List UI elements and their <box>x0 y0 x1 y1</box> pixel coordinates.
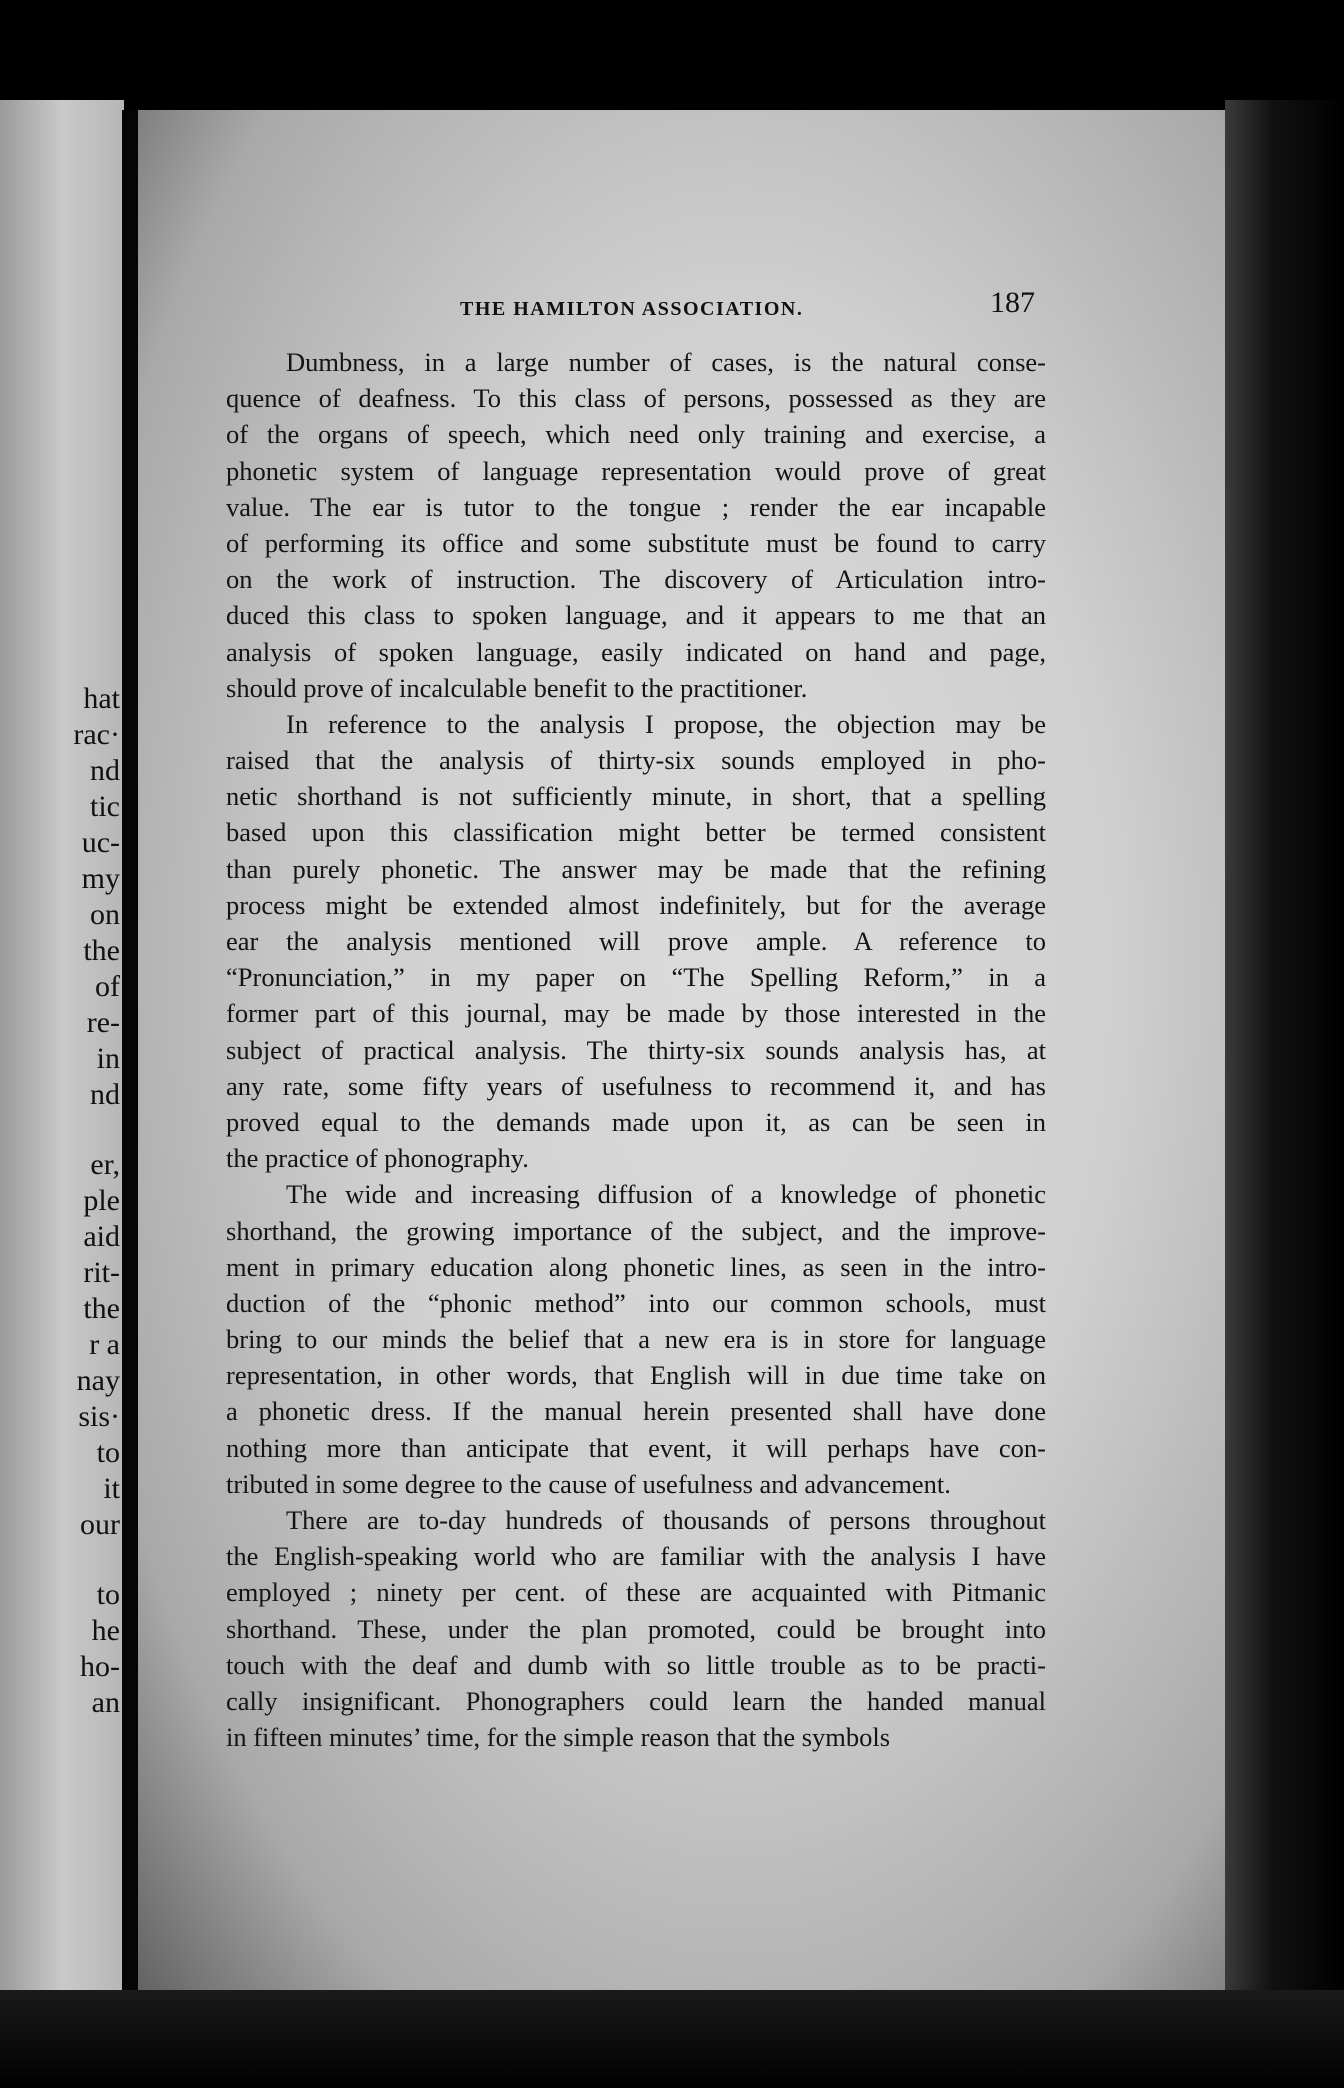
margin-fragment: nd <box>90 1078 120 1111</box>
margin-fragment: to <box>96 1436 120 1469</box>
text-line: duced this class to spoken language, and it appears to me that an <box>226 600 1046 631</box>
bottom-shadow <box>0 1990 1344 2088</box>
text-line: “Pronunciation,” in my paper on “The Spelling Reform,” in a <box>226 962 1046 993</box>
text-line: The wide and increasing diffusion of a knowledge of phonetic <box>286 1179 1046 1210</box>
text-line: the English-speaking world who are familiar with the analysis I have <box>226 1541 1046 1572</box>
text-line: netic shorthand is not sufficiently minute, in short, that a spelling <box>226 781 1046 812</box>
text-line: cally insignificant. Phonographers could learn the handed manual <box>226 1685 1046 1716</box>
text-line: any rate, some fifty years of usefulness to recommend it, and has <box>226 1070 1046 1101</box>
text-line: duction of the “phonic method” into our common schools, must <box>226 1287 1046 1318</box>
text-line: value. The ear is tutor to the tongue ; render the ear incapable <box>226 491 1046 522</box>
text-line: There are to-day hundreds of thousands of persons throughout <box>286 1505 1046 1535</box>
margin-fragment: rac· <box>73 718 120 751</box>
margin-fragment: tic <box>90 790 120 823</box>
margin-fragment: nd <box>90 754 120 787</box>
text-line: nothing more than anticipate that event, it will perhaps have con- <box>226 1432 1046 1463</box>
text-line: a phonetic dress. If the manual herein presented shall have done <box>226 1396 1046 1427</box>
text-line: former part of this journal, may be made by those interested in the <box>226 998 1046 1029</box>
margin-fragment: nay <box>76 1364 120 1397</box>
margin-fragment: it <box>103 1472 120 1505</box>
text-line: phonetic system of language representation would prove of great <box>226 455 1046 486</box>
text-line: analysis of spoken language, easily indicated on hand and page, <box>226 636 1046 667</box>
text-line: shorthand. These, under the plan promoted, could be brought into <box>226 1613 1046 1644</box>
margin-fragment: our <box>80 1508 120 1541</box>
margin-fragment: in <box>96 1042 120 1075</box>
text-line: shorthand, the growing importance of the subject, and the improve- <box>226 1215 1046 1246</box>
margin-fragment: ple <box>83 1184 120 1217</box>
text-line: subject of practical analysis. The thirty-six sounds analysis has, at <box>226 1034 1046 1065</box>
paragraph <box>226 1502 1046 1755</box>
margin-fragment: the <box>83 934 120 967</box>
margin-fragment: ho- <box>80 1650 120 1683</box>
text-line: on the work of instruction. The discovery of Articulation intro- <box>226 564 1046 595</box>
text-line: proved equal to the demands made upon it, as can be seen in <box>226 1106 1046 1137</box>
margin-fragment: my <box>81 862 120 895</box>
previous-page-edge <box>0 100 124 2000</box>
margin-fragment: er, <box>90 1148 120 1181</box>
margin-fragment: r a <box>89 1328 120 1361</box>
margin-fragment: sis· <box>78 1400 120 1433</box>
margin-fragment: on <box>90 898 120 931</box>
margin-fragment: rit- <box>83 1256 120 1289</box>
margin-fragment: uc- <box>81 826 120 859</box>
text-line: quence of deafness. To this class of persons, possessed as they are <box>226 383 1046 414</box>
margin-fragment: re- <box>86 1006 120 1039</box>
text-line: in fifteen minutes’ time, for the simple reason that the symbols <box>226 1722 891 1753</box>
text-line: ear the analysis mentioned will prove ample. A reference to <box>226 926 1046 956</box>
text-line: Dumbness, in a large number of cases, is the natural conse- <box>286 347 1046 377</box>
margin-fragment: the <box>83 1292 120 1325</box>
page-number: 187 <box>990 286 1035 319</box>
text-line: tributed in some degree to the cause of usefulness and advancement. <box>226 1468 951 1499</box>
text-line: raised that the analysis of thirty-six sounds employed in pho- <box>226 745 1046 776</box>
text-line: of the organs of speech, which need only training and exercise, a <box>226 419 1046 450</box>
text-line: touch with the deaf and dumb with so little trouble as to be practi- <box>226 1649 1046 1680</box>
margin-fragment: to <box>96 1578 120 1611</box>
margin-fragment: aid <box>83 1220 120 1253</box>
text-line: of performing its office and some substitute must be found to carry <box>226 527 1046 558</box>
text-line: than purely phonetic. The answer may be made that the refining <box>226 853 1046 884</box>
text-line: based upon this classification might better be termed consistent <box>226 817 1046 848</box>
paragraph <box>226 1176 1046 1502</box>
text-line: bring to our minds the belief that a new era is in store for language <box>226 1324 1046 1355</box>
page-edge-shadow <box>1225 100 1344 2088</box>
text-line: the practice of phonography. <box>226 1143 529 1174</box>
paragraph <box>226 706 1046 1176</box>
margin-fragment: an <box>91 1686 120 1719</box>
running-head: THE HAMILTON ASSOCIATION. <box>460 298 804 320</box>
paragraph <box>226 344 1046 706</box>
text-line: In reference to the analysis I propose, the objection may be <box>286 708 1046 739</box>
text-line: representation, in other words, that English will in due time take on <box>226 1360 1046 1391</box>
text-line: ment in primary education along phonetic lines, as seen in the intro- <box>226 1251 1046 1282</box>
text-line: should prove of incalculable benefit to the practitioner. <box>226 672 808 703</box>
margin-fragment: hat <box>83 682 120 715</box>
text-line: process might be extended almost indefinitely, but for the average <box>226 889 1046 920</box>
margin-fragment: he <box>91 1614 120 1647</box>
body-text <box>226 344 1046 1755</box>
text-line: employed ; ninety per cent. of these are acquainted with Pitmanic <box>226 1577 1046 1608</box>
margin-fragment: of <box>95 970 120 1003</box>
